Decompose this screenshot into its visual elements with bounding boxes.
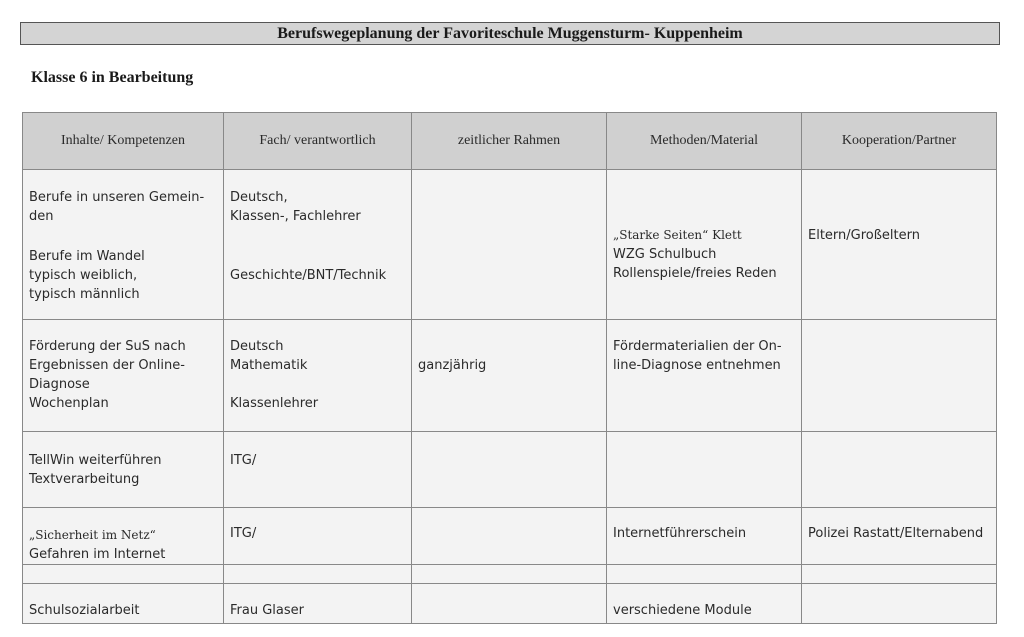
cell-text: line-Diagnose entnehmen	[613, 358, 781, 373]
column-header-methoden: Methoden/Material	[607, 113, 802, 170]
cell-kooperation	[802, 432, 997, 508]
cell-fach	[224, 565, 412, 584]
cell-text: verschiedene Module	[613, 603, 752, 618]
cell-text: Förderung der SuS nach	[29, 339, 186, 354]
cell-text: Klassen-, Fachlehrer	[230, 209, 361, 224]
column-header-inhalte: Inhalte/ Kompetenzen	[23, 113, 224, 170]
cell-text: Deutsch	[230, 339, 284, 354]
cell-text: Berufe im Wandel	[29, 249, 145, 264]
cell-zeit	[412, 584, 607, 624]
cell-text: ganzjährig	[418, 358, 487, 373]
cell-fach	[224, 584, 412, 624]
cell-text: „Starke Seiten“ Klett	[613, 228, 742, 242]
table-row	[23, 584, 997, 624]
cell-kooperation	[802, 320, 997, 432]
cell-kooperation	[802, 170, 997, 320]
cell-text: Internetführerschein	[613, 526, 747, 541]
cell-text: Deutsch,	[230, 190, 288, 205]
cell-zeit	[412, 432, 607, 508]
cell-kooperation	[802, 565, 997, 584]
cell-fach	[224, 170, 412, 320]
cell-text: den	[29, 209, 54, 224]
cell-methoden	[607, 432, 802, 508]
cell-fach	[224, 320, 412, 432]
cell-zeit	[412, 565, 607, 584]
cell-text: Schulsozialarbeit	[29, 603, 140, 618]
cell-methoden	[607, 584, 802, 624]
cell-text: typisch weiblich,	[29, 268, 138, 283]
column-header-kooperation: Kooperation/Partner	[802, 113, 997, 170]
document-title: Berufswegeplanung der Favoriteschule Muggensturm- Kuppenheim	[20, 22, 1000, 45]
cell-text: TellWin weiterführen	[29, 453, 162, 468]
cell-zeit	[412, 508, 607, 565]
cell-kooperation	[802, 584, 997, 624]
table-row	[23, 170, 997, 320]
cell-inhalte	[23, 320, 224, 432]
cell-zeit	[412, 170, 607, 320]
cell-methoden	[607, 508, 802, 565]
cell-text: Rollenspiele/freies Reden	[613, 266, 777, 281]
cell-fach	[224, 508, 412, 565]
cell-inhalte	[23, 170, 224, 320]
cell-text: Diagnose	[29, 377, 90, 392]
cell-text: typisch männlich	[29, 287, 140, 302]
class-subtitle: Klasse 6 in Bearbeitung	[31, 69, 194, 86]
table-row	[23, 320, 997, 432]
cell-text: Fördermaterialien der On-	[613, 339, 782, 354]
cell-inhalte	[23, 432, 224, 508]
cell-text: „Sicherheit im Netz“	[29, 528, 156, 542]
cell-text: Berufe in unseren Gemein-	[29, 190, 205, 205]
cell-text: Frau Glaser	[230, 603, 304, 618]
cell-kooperation	[802, 508, 997, 565]
cell-text: Mathematik	[230, 358, 308, 373]
table-row	[23, 432, 997, 508]
cell-text: Textverarbeitung	[29, 472, 140, 487]
cell-text: ITG/	[230, 453, 257, 468]
cell-methoden	[607, 170, 802, 320]
cell-text: Geschichte/BNT/Technik	[230, 268, 387, 283]
cell-text: Eltern/Großeltern	[808, 228, 920, 243]
cell-text: ITG/	[230, 526, 257, 541]
cell-zeit	[412, 320, 607, 432]
column-header-zeit: zeitlicher Rahmen	[412, 113, 607, 170]
cell-text: Ergebnissen der Online-	[29, 358, 185, 373]
cell-text: Polizei Rastatt/Elternabend	[808, 526, 984, 541]
cell-methoden	[607, 565, 802, 584]
table-row	[23, 508, 997, 565]
cell-inhalte	[23, 565, 224, 584]
cell-text: Gefahren im Internet	[29, 547, 166, 562]
cell-inhalte	[23, 584, 224, 624]
cell-fach	[224, 432, 412, 508]
cell-methoden	[607, 320, 802, 432]
cell-text: WZG Schulbuch	[613, 247, 717, 262]
cell-text: Wochenplan	[29, 396, 109, 411]
column-header-fach: Fach/ verantwortlich	[224, 113, 412, 170]
table-header-row	[23, 113, 997, 170]
cell-text: Klassenlehrer	[230, 396, 319, 411]
table-row	[23, 565, 997, 584]
career-planning-table	[22, 112, 997, 624]
cell-inhalte	[23, 508, 224, 565]
